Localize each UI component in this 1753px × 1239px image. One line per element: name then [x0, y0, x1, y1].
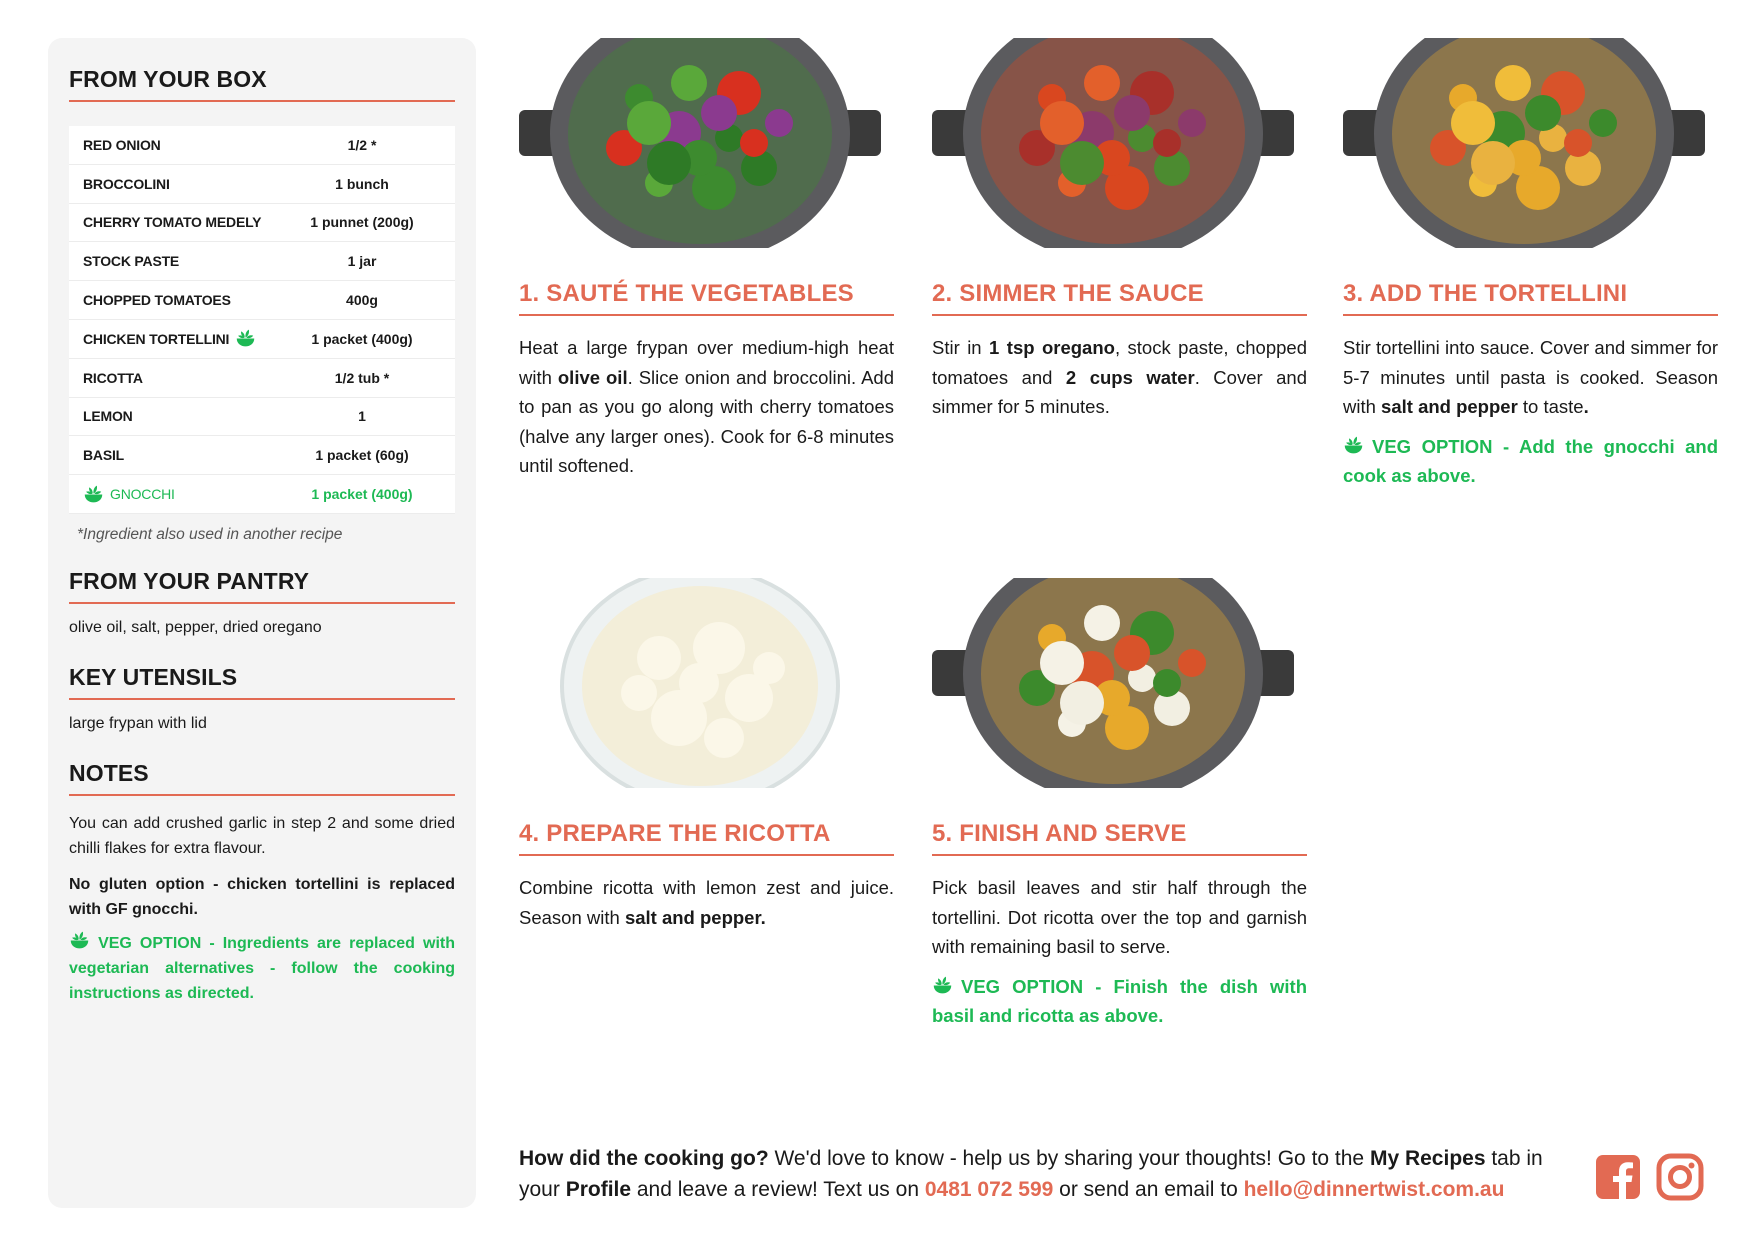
ingredient-row — [69, 359, 455, 398]
ingredient-row — [69, 204, 455, 243]
ingredient-quantity: 1 bunch — [335, 175, 389, 192]
ingredient-name — [83, 176, 170, 192]
ingredient-quantity: 1/2 * — [347, 136, 377, 153]
step-paragraph — [1343, 333, 1718, 422]
notes-title: NOTES — [69, 760, 455, 796]
step-text-segment: 1 tsp oregano — [989, 337, 1115, 358]
step-text-segment: salt and pepper — [1381, 396, 1518, 417]
ingredient-name — [83, 137, 161, 153]
utensils-text: large frypan with lid — [69, 715, 207, 732]
ingredient-name — [83, 484, 175, 505]
notes-paragraph-1: You can add crushed garlic in step 2 and some dried chilli flakes for extra flavour. — [69, 815, 455, 857]
ingredient-name-text: CHERRY TOMATO MEDELY — [83, 214, 262, 231]
step-text-segment: . — [1583, 396, 1589, 417]
ingredient-quantity: 1 — [358, 408, 366, 425]
leaf-bowl-icon — [932, 975, 953, 996]
notes-veg-text: VEG OPTION - Ingredients are replaced with vegetarian alternatives - follow the cooking instructions as directed. — [69, 935, 456, 1002]
ingredient-name — [83, 447, 124, 463]
ingredient-name-text: RICOTTA — [83, 369, 143, 386]
step-text-segment: . Cover and simmer for 5 minutes. — [932, 366, 1307, 417]
profile-link[interactable]: Profile — [565, 1178, 632, 1201]
step-text-segment: to taste — [1517, 396, 1584, 417]
ingredient-quantity: 1/2 tub * — [334, 369, 390, 386]
pantry-text: olive oil, salt, pepper, dried oregano — [69, 619, 322, 636]
footer-question: How did the cooking go? — [519, 1147, 769, 1170]
step-instructions — [519, 873, 894, 932]
instagram-icon[interactable] — [1656, 1153, 1704, 1201]
facebook-icon[interactable] — [1594, 1153, 1642, 1201]
phone-link[interactable]: 0481 072 599 — [924, 1178, 1054, 1201]
my-recipes-link[interactable]: My Recipes — [1369, 1147, 1486, 1170]
step-photo — [932, 578, 1294, 788]
step-veg-option — [1343, 432, 1718, 491]
step-veg-text: VEG OPTION - Finish the dish with basil and ricotta as above. — [932, 975, 1307, 1026]
step-paragraph — [519, 333, 894, 481]
step-text-segment: Combine ricotta with lemon zest and juice. Season with — [519, 877, 894, 928]
ingredient-name-text: RED ONION — [83, 136, 161, 153]
ingredient-row — [69, 126, 455, 165]
ingredient-quantity: 1 packet (400g) — [311, 486, 413, 503]
step-instructions — [1343, 333, 1718, 491]
step-photo — [1343, 38, 1705, 248]
step-text-segment: 2 cups water — [1065, 366, 1195, 388]
step-paragraph — [932, 333, 1307, 422]
ingredient-name-text: LEMON — [83, 408, 133, 425]
ingredient-name — [83, 408, 133, 424]
ingredient-quantity: 1 packet (60g) — [315, 447, 409, 464]
ingredient-name — [83, 370, 143, 386]
ingredient-name — [83, 292, 231, 308]
notes-veg-option — [69, 930, 455, 1006]
ingredient-row — [69, 165, 455, 204]
ingredient-row — [69, 436, 455, 475]
step-title: 4. PREPARE THE RICOTTA — [519, 820, 894, 856]
leaf-bowl-icon — [235, 328, 256, 349]
ingredient-row — [69, 242, 455, 281]
ingredient-footnote: *Ingredient also used in another recipe — [77, 526, 343, 543]
ingredient-name-text: GNOCCHI — [110, 486, 175, 503]
ingredient-row — [69, 281, 455, 320]
ingredient-name-text: STOCK PASTE — [83, 253, 180, 270]
ingredient-name-text: CHOPPED TOMATOES — [83, 292, 231, 309]
footer-text-1: We'd love to know - help us by sharing your thoughts! Go to the — [768, 1147, 1370, 1170]
ingredient-row — [69, 475, 455, 514]
step-photo — [519, 578, 881, 788]
utensils-title: KEY UTENSILS — [69, 664, 455, 700]
step-instructions — [932, 873, 1307, 1031]
step-veg-option — [932, 972, 1307, 1031]
step-title: 3. ADD THE TORTELLINI — [1343, 280, 1718, 316]
leaf-bowl-icon — [69, 930, 90, 951]
pantry-title: FROM YOUR PANTRY — [69, 568, 455, 604]
footer-text-4: or send an email to — [1053, 1178, 1244, 1201]
step-text-segment: Heat a large frypan over medium-high heat with — [519, 337, 894, 388]
step-text-segment: Stir in — [932, 337, 990, 358]
step-paragraph — [519, 873, 894, 932]
footer-text-3: and leave a review! Text us on — [631, 1178, 925, 1201]
ingredient-name — [83, 328, 256, 349]
step-instructions — [932, 333, 1307, 422]
step-text-segment: Pick basil leaves and stir half through the tortellini. Dot ricotta over the top and garnish with remaining basil to serve. — [932, 877, 1307, 957]
step-text-segment: . Slice onion and broccolini. Add to pan as you go along with cherry tomatoes (halve any larger ones). Cook for 6-8 minutes until softened. — [519, 366, 894, 476]
leaf-bowl-icon — [83, 484, 104, 505]
ingredient-row — [69, 398, 455, 437]
ingredients-panel — [48, 38, 476, 1208]
step-text-segment: olive oil — [557, 366, 628, 388]
ingredient-name-text: CHICKEN TORTELLINI — [83, 330, 230, 347]
leaf-bowl-icon — [1343, 435, 1364, 456]
ingredient-quantity: 400g — [346, 292, 378, 309]
step-text-segment: salt and pepper. — [624, 906, 766, 928]
step-paragraph — [932, 873, 1307, 962]
ingredient-name — [83, 253, 179, 269]
ingredient-quantity: 1 packet (400g) — [311, 330, 413, 347]
step-title: 5. FINISH AND SERVE — [932, 820, 1307, 856]
step-title: 2. SIMMER THE SAUCE — [932, 280, 1307, 316]
ingredient-quantity: 1 jar — [347, 253, 377, 270]
from-box-title: FROM YOUR BOX — [69, 66, 455, 102]
ingredient-name — [83, 214, 261, 230]
step-title: 1. SAUTÉ THE VEGETABLES — [519, 280, 894, 316]
ingredient-name-text: BROCCOLINI — [83, 175, 170, 192]
step-instructions — [519, 333, 894, 481]
step-veg-text: VEG OPTION - Add the gnocchi and cook as above. — [1343, 435, 1718, 486]
email-link[interactable]: hello@dinnertwist.com.au — [1243, 1178, 1505, 1201]
step-photo — [519, 38, 881, 248]
step-text-segment: , stock paste, chopped tomatoes and — [932, 337, 1307, 388]
notes-paragraph-2: No gluten option - chicken tortellini is replaced with GF gnocchi. — [69, 876, 455, 918]
ingredients-table — [69, 126, 455, 514]
step-photo — [932, 38, 1294, 248]
step-text-segment: Stir tortellini into sauce. Cover and simmer for 5-7 minutes until pasta is cooked. Season with — [1343, 337, 1718, 417]
ingredient-row — [69, 320, 455, 359]
ingredient-name-text: BASIL — [83, 447, 125, 464]
feedback-footer — [519, 1143, 1589, 1205]
footer-text-2: tab in your — [519, 1147, 1543, 1201]
ingredient-quantity: 1 punnet (200g) — [310, 214, 414, 231]
